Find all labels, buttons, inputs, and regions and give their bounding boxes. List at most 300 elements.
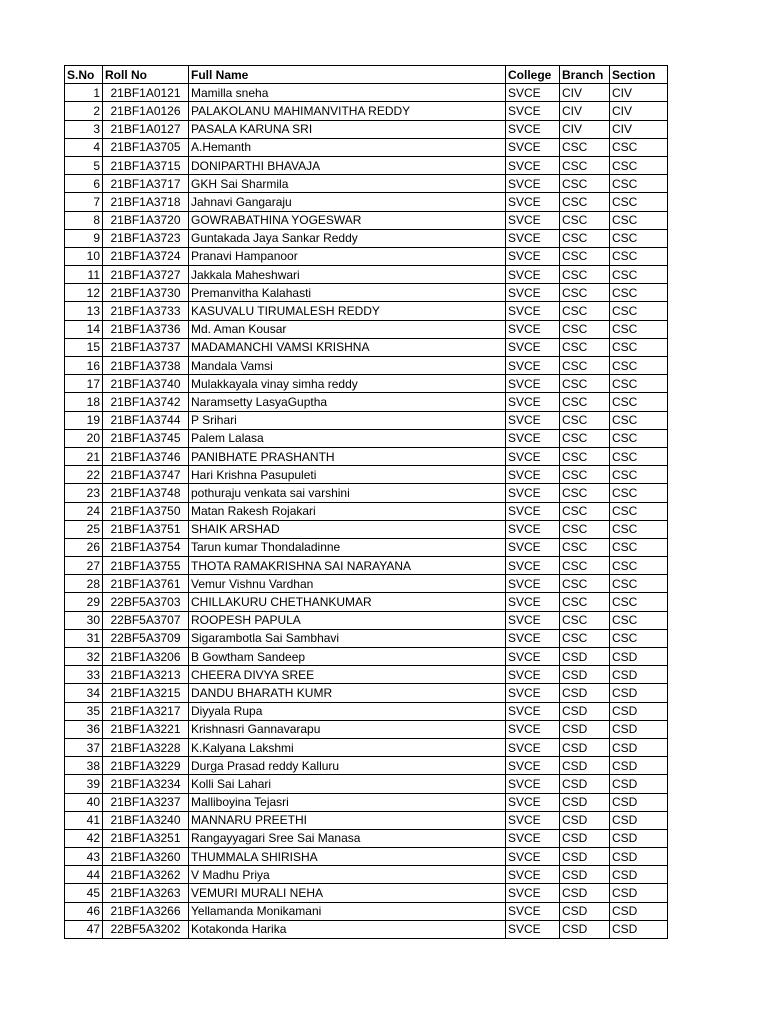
cell-roll-no: 21BF1A3738 (103, 357, 189, 375)
cell-section: CSD (610, 902, 668, 920)
cell-sno: 37 (65, 738, 103, 756)
table-row (65, 138, 668, 156)
table-row (65, 757, 668, 775)
cell-branch: CSC (560, 302, 610, 320)
cell-branch: CSD (560, 920, 610, 938)
cell-branch: CIV (560, 84, 610, 102)
cell-full-name: VEMURI MURALI NEHA (189, 884, 506, 902)
cell-branch: CIV (560, 102, 610, 120)
cell-branch: CSD (560, 757, 610, 775)
cell-roll-no: 21BF1A3724 (103, 247, 189, 265)
cell-section: CSC (610, 557, 668, 575)
table-row (65, 666, 668, 684)
table-row (65, 320, 668, 338)
cell-sno: 20 (65, 429, 103, 447)
cell-section: CSC (610, 320, 668, 338)
cell-section: CSD (610, 848, 668, 866)
cell-sno: 27 (65, 557, 103, 575)
cell-college: SVCE (506, 357, 560, 375)
cell-section: CSD (610, 829, 668, 847)
table-row (65, 156, 668, 174)
cell-college: SVCE (506, 156, 560, 174)
table-row (65, 266, 668, 284)
cell-full-name: K.Kalyana Lakshmi (189, 738, 506, 756)
table-row (65, 538, 668, 556)
cell-section: CSC (610, 484, 668, 502)
cell-college: SVCE (506, 411, 560, 429)
cell-section: CSD (610, 811, 668, 829)
cell-college: SVCE (506, 575, 560, 593)
cell-roll-no: 21BF1A3744 (103, 411, 189, 429)
cell-branch: CSC (560, 538, 610, 556)
table-row (65, 120, 668, 138)
header-roll-no: Roll No (103, 66, 189, 84)
cell-college: SVCE (506, 211, 560, 229)
table-row (65, 302, 668, 320)
cell-branch: CSC (560, 466, 610, 484)
cell-full-name: Tarun kumar Thondaladinne (189, 538, 506, 556)
cell-full-name: Mulakkayala vinay simha reddy (189, 375, 506, 393)
cell-sno: 2 (65, 102, 103, 120)
table-row (65, 884, 668, 902)
table-row (65, 229, 668, 247)
table-row (65, 466, 668, 484)
cell-sno: 22 (65, 466, 103, 484)
cell-section: CSC (610, 375, 668, 393)
cell-branch: CSD (560, 793, 610, 811)
cell-full-name: Malliboyina Tejasri (189, 793, 506, 811)
cell-branch: CSD (560, 775, 610, 793)
cell-roll-no: 21BF1A3720 (103, 211, 189, 229)
cell-branch: CSD (560, 866, 610, 884)
cell-roll-no: 21BF1A3747 (103, 466, 189, 484)
cell-full-name: Durga Prasad reddy Kalluru (189, 757, 506, 775)
header-full-name: Full Name (189, 66, 506, 84)
cell-college: SVCE (506, 266, 560, 284)
table-row (65, 866, 668, 884)
cell-branch: CSD (560, 666, 610, 684)
cell-branch: CSC (560, 447, 610, 465)
cell-branch: CSC (560, 484, 610, 502)
cell-roll-no: 22BF5A3202 (103, 920, 189, 938)
cell-roll-no: 21BF1A3750 (103, 502, 189, 520)
cell-college: SVCE (506, 757, 560, 775)
cell-full-name: SHAIK ARSHAD (189, 520, 506, 538)
cell-sno: 42 (65, 829, 103, 847)
cell-roll-no: 21BF1A3262 (103, 866, 189, 884)
cell-roll-no: 21BF1A3237 (103, 793, 189, 811)
table-row (65, 338, 668, 356)
cell-sno: 14 (65, 320, 103, 338)
cell-section: CSC (610, 284, 668, 302)
cell-sno: 16 (65, 357, 103, 375)
cell-college: SVCE (506, 520, 560, 538)
cell-roll-no: 21BF1A3705 (103, 138, 189, 156)
cell-section: CSC (610, 229, 668, 247)
cell-sno: 12 (65, 284, 103, 302)
cell-full-name: Rangayyagari Sree Sai Manasa (189, 829, 506, 847)
table-row (65, 411, 668, 429)
cell-college: SVCE (506, 557, 560, 575)
cell-roll-no: 21BF1A3260 (103, 848, 189, 866)
cell-section: CSC (610, 411, 668, 429)
cell-branch: CSC (560, 338, 610, 356)
cell-full-name: CHEERA DIVYA SREE (189, 666, 506, 684)
cell-sno: 3 (65, 120, 103, 138)
cell-sno: 24 (65, 502, 103, 520)
table-row (65, 720, 668, 738)
cell-section: CSD (610, 684, 668, 702)
cell-section: CSC (610, 538, 668, 556)
cell-section: CSD (610, 793, 668, 811)
cell-section: CSC (610, 302, 668, 320)
cell-section: CSC (610, 429, 668, 447)
table-row (65, 175, 668, 193)
cell-full-name: pothuraju venkata sai varshini (189, 484, 506, 502)
cell-sno: 45 (65, 884, 103, 902)
table-row (65, 829, 668, 847)
cell-branch: CSC (560, 357, 610, 375)
cell-sno: 15 (65, 338, 103, 356)
cell-sno: 7 (65, 193, 103, 211)
cell-section: CSC (610, 338, 668, 356)
cell-branch: CSD (560, 811, 610, 829)
cell-college: SVCE (506, 502, 560, 520)
table-row (65, 684, 668, 702)
table-row (65, 738, 668, 756)
cell-roll-no: 22BF5A3707 (103, 611, 189, 629)
cell-college: SVCE (506, 684, 560, 702)
cell-full-name: Palem Lalasa (189, 429, 506, 447)
cell-college: SVCE (506, 284, 560, 302)
cell-branch: CSD (560, 648, 610, 666)
table-row (65, 775, 668, 793)
cell-sno: 46 (65, 902, 103, 920)
cell-branch: CSC (560, 229, 610, 247)
cell-branch: CSC (560, 575, 610, 593)
cell-college: SVCE (506, 138, 560, 156)
cell-sno: 40 (65, 793, 103, 811)
cell-college: SVCE (506, 375, 560, 393)
cell-sno: 39 (65, 775, 103, 793)
cell-sno: 6 (65, 175, 103, 193)
cell-sno: 19 (65, 411, 103, 429)
cell-roll-no: 21BF1A3745 (103, 429, 189, 447)
cell-full-name: B Gowtham Sandeep (189, 648, 506, 666)
cell-roll-no: 21BF1A3206 (103, 648, 189, 666)
cell-full-name: Jahnavi Gangaraju (189, 193, 506, 211)
student-roster-table (64, 65, 668, 939)
cell-sno: 9 (65, 229, 103, 247)
cell-roll-no: 21BF1A3751 (103, 520, 189, 538)
cell-full-name: DONIPARTHI BHAVAJA (189, 156, 506, 174)
cell-college: SVCE (506, 538, 560, 556)
cell-full-name: Kotakonda Harika (189, 920, 506, 938)
cell-roll-no: 21BF1A3217 (103, 702, 189, 720)
cell-college: SVCE (506, 648, 560, 666)
cell-roll-no: 21BF1A3266 (103, 902, 189, 920)
cell-section: CSD (610, 884, 668, 902)
table-row (65, 557, 668, 575)
cell-sno: 31 (65, 629, 103, 647)
cell-roll-no: 21BF1A3740 (103, 375, 189, 393)
cell-full-name: Pranavi Hampanoor (189, 247, 506, 265)
cell-full-name: V Madhu Priya (189, 866, 506, 884)
cell-branch: CSC (560, 629, 610, 647)
cell-section: CSC (610, 502, 668, 520)
cell-roll-no: 21BF1A0126 (103, 102, 189, 120)
table-row (65, 284, 668, 302)
cell-roll-no: 21BF1A3221 (103, 720, 189, 738)
cell-sno: 5 (65, 156, 103, 174)
cell-roll-no: 21BF1A3736 (103, 320, 189, 338)
cell-section: CSC (610, 629, 668, 647)
cell-college: SVCE (506, 447, 560, 465)
table-row (65, 629, 668, 647)
cell-branch: CSC (560, 375, 610, 393)
cell-college: SVCE (506, 848, 560, 866)
header-college: College (506, 66, 560, 84)
header-sno: S.No (65, 66, 103, 84)
cell-full-name: Jakkala Maheshwari (189, 266, 506, 284)
cell-roll-no: 21BF1A3240 (103, 811, 189, 829)
cell-section: CSD (610, 648, 668, 666)
cell-branch: CSC (560, 611, 610, 629)
table-row (65, 793, 668, 811)
cell-roll-no: 21BF1A3717 (103, 175, 189, 193)
table-row (65, 848, 668, 866)
cell-full-name: Vemur Vishnu Vardhan (189, 575, 506, 593)
cell-college: SVCE (506, 775, 560, 793)
cell-roll-no: 21BF1A3234 (103, 775, 189, 793)
table-row (65, 484, 668, 502)
cell-branch: CIV (560, 120, 610, 138)
cell-sno: 26 (65, 538, 103, 556)
cell-section: CSC (610, 393, 668, 411)
cell-college: SVCE (506, 247, 560, 265)
cell-section: CSC (610, 175, 668, 193)
cell-branch: CSC (560, 156, 610, 174)
table-row (65, 811, 668, 829)
cell-branch: CSD (560, 902, 610, 920)
cell-full-name: Kolli Sai Lahari (189, 775, 506, 793)
table-row (65, 648, 668, 666)
cell-branch: CSD (560, 738, 610, 756)
table-row (65, 702, 668, 720)
cell-college: SVCE (506, 120, 560, 138)
cell-full-name: Diyyala Rupa (189, 702, 506, 720)
cell-sno: 21 (65, 447, 103, 465)
cell-branch: CSC (560, 393, 610, 411)
cell-section: CSC (610, 611, 668, 629)
cell-roll-no: 21BF1A3742 (103, 393, 189, 411)
table-row (65, 575, 668, 593)
cell-college: SVCE (506, 738, 560, 756)
cell-college: SVCE (506, 393, 560, 411)
table-row (65, 102, 668, 120)
cell-full-name: GKH Sai Sharmila (189, 175, 506, 193)
cell-section: CSD (610, 720, 668, 738)
cell-branch: CSC (560, 193, 610, 211)
table-row (65, 375, 668, 393)
cell-sno: 17 (65, 375, 103, 393)
cell-college: SVCE (506, 320, 560, 338)
table-row (65, 593, 668, 611)
cell-full-name: Md. Aman Kousar (189, 320, 506, 338)
cell-full-name: Yellamanda Monikamani (189, 902, 506, 920)
cell-roll-no: 21BF1A3715 (103, 156, 189, 174)
cell-branch: CSD (560, 884, 610, 902)
cell-section: CSD (610, 757, 668, 775)
cell-section: CSD (610, 920, 668, 938)
cell-full-name: Guntakada Jaya Sankar Reddy (189, 229, 506, 247)
cell-college: SVCE (506, 484, 560, 502)
cell-sno: 34 (65, 684, 103, 702)
header-section: Section (610, 66, 668, 84)
table-row (65, 247, 668, 265)
cell-branch: CSD (560, 684, 610, 702)
cell-section: CIV (610, 120, 668, 138)
cell-roll-no: 21BF1A3215 (103, 684, 189, 702)
cell-sno: 13 (65, 302, 103, 320)
cell-sno: 8 (65, 211, 103, 229)
cell-branch: CSC (560, 211, 610, 229)
table-row (65, 357, 668, 375)
cell-roll-no: 21BF1A3228 (103, 738, 189, 756)
cell-full-name: MADAMANCHI VAMSI KRISHNA (189, 338, 506, 356)
cell-section: CSC (610, 593, 668, 611)
cell-full-name: PANIBHATE PRASHANTH (189, 447, 506, 465)
table-row (65, 393, 668, 411)
cell-sno: 29 (65, 593, 103, 611)
table-row (65, 84, 668, 102)
cell-branch: CSD (560, 720, 610, 738)
cell-sno: 28 (65, 575, 103, 593)
cell-full-name: PALAKOLANU MAHIMANVITHA REDDY (189, 102, 506, 120)
cell-section: CSD (610, 702, 668, 720)
table-row (65, 193, 668, 211)
cell-section: CSD (610, 775, 668, 793)
cell-sno: 30 (65, 611, 103, 629)
cell-full-name: CHILLAKURU CHETHANKUMAR (189, 593, 506, 611)
cell-roll-no: 21BF1A3733 (103, 302, 189, 320)
cell-college: SVCE (506, 811, 560, 829)
table-row (65, 447, 668, 465)
cell-section: CSC (610, 193, 668, 211)
cell-college: SVCE (506, 666, 560, 684)
cell-section: CSC (610, 247, 668, 265)
cell-sno: 33 (65, 666, 103, 684)
cell-roll-no: 21BF1A0127 (103, 120, 189, 138)
cell-college: SVCE (506, 429, 560, 447)
cell-college: SVCE (506, 884, 560, 902)
cell-branch: CSC (560, 247, 610, 265)
cell-branch: CSC (560, 284, 610, 302)
cell-section: CSC (610, 357, 668, 375)
cell-sno: 43 (65, 848, 103, 866)
cell-sno: 25 (65, 520, 103, 538)
cell-full-name: P Srihari (189, 411, 506, 429)
cell-college: SVCE (506, 866, 560, 884)
cell-college: SVCE (506, 175, 560, 193)
cell-college: SVCE (506, 793, 560, 811)
cell-full-name: Mamilla sneha (189, 84, 506, 102)
table-row (65, 902, 668, 920)
cell-college: SVCE (506, 629, 560, 647)
cell-branch: CSD (560, 702, 610, 720)
cell-roll-no: 21BF1A3754 (103, 538, 189, 556)
roster-body (65, 84, 668, 939)
cell-full-name: KASUVALU TIRUMALESH REDDY (189, 302, 506, 320)
cell-section: CSC (610, 211, 668, 229)
cell-section: CSD (610, 738, 668, 756)
cell-college: SVCE (506, 466, 560, 484)
cell-roll-no: 21BF1A3761 (103, 575, 189, 593)
cell-college: SVCE (506, 902, 560, 920)
cell-full-name: PASALA KARUNA SRI (189, 120, 506, 138)
table-row (65, 211, 668, 229)
cell-college: SVCE (506, 193, 560, 211)
cell-sno: 35 (65, 702, 103, 720)
cell-college: SVCE (506, 720, 560, 738)
cell-roll-no: 21BF1A3263 (103, 884, 189, 902)
cell-sno: 23 (65, 484, 103, 502)
cell-sno: 32 (65, 648, 103, 666)
cell-section: CSC (610, 156, 668, 174)
table-row (65, 920, 668, 938)
cell-section: CIV (610, 102, 668, 120)
cell-branch: CSC (560, 593, 610, 611)
cell-sno: 10 (65, 247, 103, 265)
cell-full-name: Matan Rakesh Rojakari (189, 502, 506, 520)
cell-branch: CSC (560, 502, 610, 520)
cell-college: SVCE (506, 302, 560, 320)
cell-sno: 4 (65, 138, 103, 156)
cell-roll-no: 21BF1A3718 (103, 193, 189, 211)
cell-section: CSC (610, 266, 668, 284)
table-row (65, 611, 668, 629)
cell-full-name: THUMMALA SHIRISHA (189, 848, 506, 866)
cell-roll-no: 21BF1A3737 (103, 338, 189, 356)
cell-section: CSC (610, 466, 668, 484)
cell-roll-no: 21BF1A3748 (103, 484, 189, 502)
cell-branch: CSC (560, 175, 610, 193)
cell-roll-no: 21BF1A3723 (103, 229, 189, 247)
cell-full-name: Naramsetty LasyaGuptha (189, 393, 506, 411)
cell-sno: 18 (65, 393, 103, 411)
cell-section: CSC (610, 575, 668, 593)
cell-roll-no: 21BF1A3755 (103, 557, 189, 575)
cell-college: SVCE (506, 920, 560, 938)
cell-full-name: Mandala Vamsi (189, 357, 506, 375)
cell-college: SVCE (506, 102, 560, 120)
cell-full-name: A.Hemanth (189, 138, 506, 156)
cell-roll-no: 21BF1A3727 (103, 266, 189, 284)
cell-branch: CSC (560, 557, 610, 575)
cell-section: CIV (610, 84, 668, 102)
cell-section: CSC (610, 138, 668, 156)
cell-college: SVCE (506, 611, 560, 629)
cell-branch: CSC (560, 138, 610, 156)
cell-college: SVCE (506, 702, 560, 720)
cell-roll-no: 21BF1A3251 (103, 829, 189, 847)
cell-full-name: Hari Krishna Pasupuleti (189, 466, 506, 484)
cell-branch: CSC (560, 429, 610, 447)
cell-branch: CSD (560, 848, 610, 866)
cell-sno: 41 (65, 811, 103, 829)
cell-college: SVCE (506, 829, 560, 847)
table-row (65, 429, 668, 447)
